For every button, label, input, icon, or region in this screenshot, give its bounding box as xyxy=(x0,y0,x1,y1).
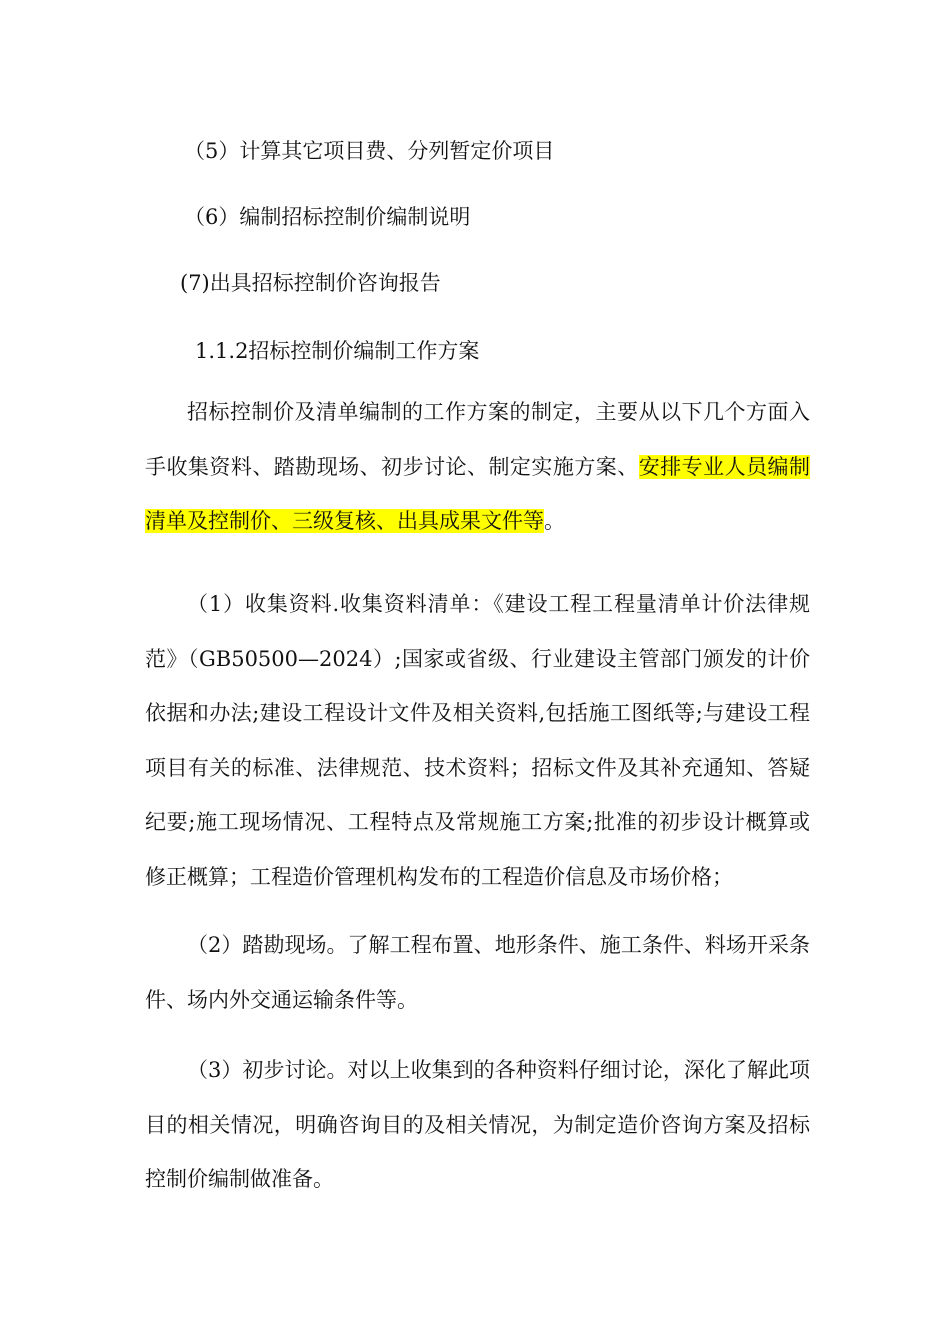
paragraph-site-survey: （2）踏勘现场。了解工程布置、地形条件、施工条件、料场开采条件、场内外交通运输条件等。 xyxy=(145,933,810,1012)
intro-paragraph xyxy=(145,385,810,549)
paragraph-discussion: （3）初步讨论。对以上收集到的各种资料仔细讨论，深化了解此项目的相关情况，明确咨询目的及相关情况，为制定造价咨询方案及招标控制价编制做准备。 xyxy=(145,1058,810,1191)
section-heading: 1.1.2招标控制价编制工作方案 xyxy=(195,339,480,363)
list-item-6: （6）编制招标控制价编制说明 xyxy=(184,205,471,229)
intro-end: 。 xyxy=(544,509,565,533)
intro-text: 招标控制价及清单编制的工作方案的制定，主要从以下几个方面入手收集资料、踏勘现场、初步讨论、制定实施方案、 xyxy=(145,400,810,479)
list-item-7: (7)出具招标控制价咨询报告 xyxy=(180,271,441,295)
paragraph-collect-materials: （1）收集资料.收集资料清单：《建设工程工程量清单计价法律规范》（GB50500—2024）;国家或省级、行业建设主管部门颁发的计价依据和办法;建设工程设计文件及相关资料,包括施工图纸等;与建设工程项目有关的标准、法律规范、技术资料；招标文件及其补充通知、答疑纪要;施工现场情况、工程特点及常规施工方案;批准的初步设计概算或修正概算；工程造价管理机构发布的工程造价信息及市场价格； xyxy=(145,592,810,889)
list-item-5: （5）计算其它项目费、分列暂定价项目 xyxy=(184,139,555,163)
highlighted-text: 安排专业人员编制清单及控制价、三级复核、出具成果文件等 xyxy=(145,454,811,533)
